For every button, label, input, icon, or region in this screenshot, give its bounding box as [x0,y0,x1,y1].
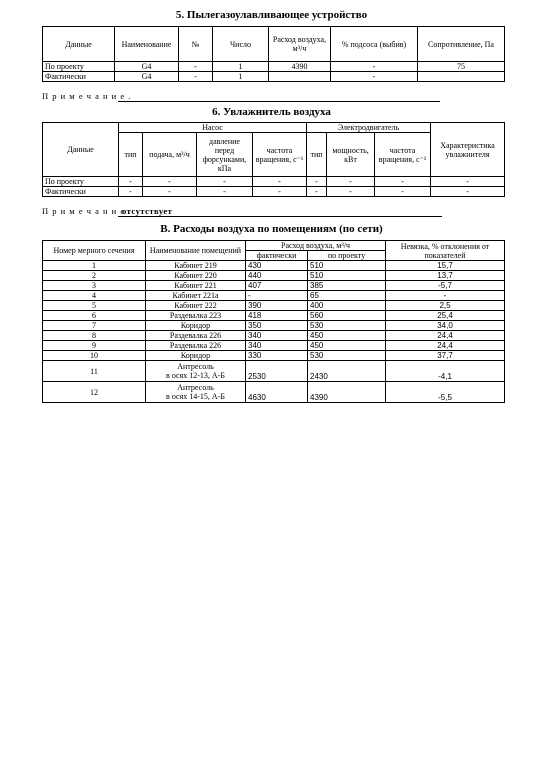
table-row [43,361,505,382]
cell-deviation: -5,7 [386,281,505,291]
header-motor: Электродвигатель [307,123,431,133]
header-actual: фактически [246,251,308,261]
cell-actual: 4630 [246,382,308,403]
cell-number: 9 [43,341,146,351]
cell-actual: 350 [246,321,308,331]
cell-project: 530 [308,351,386,361]
cell: - [327,177,375,187]
cell: - [307,187,327,197]
cell-deviation: 24,4 [386,341,505,351]
cell: - [331,72,418,82]
cell-actual: 340 [246,331,308,341]
cell-room-name: Кабинет 222 [146,301,246,311]
header-motor-type: тип [307,133,327,177]
header-airflow: Расход воздуха, м³/ч [269,27,331,62]
section6-note-value: отсутствует [122,206,173,216]
cell-room-name: Коридор [146,351,246,361]
cell-deviation: - [386,291,505,301]
cell-project: 450 [308,331,386,341]
sectionB-title: В. Расходы воздуха по помещениям (по сети) [160,223,383,235]
row-label: По проекту [43,177,119,187]
dust-collector-table [42,26,505,82]
table-row [43,301,505,311]
cell-project: 560 [308,311,386,321]
header-project: по проекту [308,251,386,261]
cell: - [327,187,375,197]
cell: - [143,177,197,187]
header-pump-type: тип [119,133,143,177]
header-airflow: Расход воздуха, м³/ч [246,241,386,251]
header-room-name: Наименование помещений [146,241,246,261]
cell-room-name: Раздевалка 223 [146,311,246,321]
cell-room-name: Раздевалка 226 [146,341,246,351]
header-pump: Насос [119,123,307,133]
cell-number: 1 [43,261,146,271]
room-name-line2: в осях 12-13, А-Б [166,371,225,380]
table-row [43,341,505,351]
cell [418,72,505,82]
cell-number: 3 [43,281,146,291]
table-row [43,331,505,341]
cell: - [375,187,431,197]
cell-project: 2430 [308,361,386,382]
cell-actual: 407 [246,281,308,291]
header-number: № [179,27,213,62]
section6-note-label: П р и м е ч а н и е . [42,206,132,216]
table-header-row [43,241,505,251]
table-row [43,271,505,281]
cell: 1 [213,62,269,72]
section6-title: 6. Увлажнитель воздуха [212,106,331,118]
cell-actual: 418 [246,311,308,321]
cell-number: 7 [43,321,146,331]
table-row [43,177,505,187]
airflow-table [42,240,505,403]
table-row [43,261,505,271]
cell: - [253,177,307,187]
section5-note-label: П р и м е ч а н и е . [42,91,132,101]
cell-deviation: 2,5 [386,301,505,311]
cell-project: 530 [308,321,386,331]
table-row [43,321,505,331]
cell-project: 65 [308,291,386,301]
cell-number: 12 [43,382,146,403]
cell-actual: 390 [246,301,308,311]
section6-note-line [118,216,442,217]
cell-number: 5 [43,301,146,311]
cell-project: 510 [308,271,386,281]
cell [269,72,331,82]
section5-title: 5. Пылегазоулавливающее устройство [175,9,368,21]
cell: - [253,187,307,197]
cell-actual: 340 [246,341,308,351]
cell-deviation: 15,7 [386,261,505,271]
cell: - [375,177,431,187]
cell-room-name [146,361,246,382]
cell-room-name [146,382,246,403]
header-pump-speed: частота вращения, с⁻¹ [253,133,307,177]
cell: 75 [418,62,505,72]
cell: - [119,177,143,187]
cell-project: 4390 [308,382,386,403]
table-row [43,351,505,361]
table-row [43,62,505,72]
cell: G4 [115,72,179,82]
cell: 4390 [269,62,331,72]
cell-number: 2 [43,271,146,281]
cell-room-name: Раздевалка 226 [146,331,246,341]
cell-project: 450 [308,341,386,351]
table-row [43,281,505,291]
cell-room-name: Кабинет 220 [146,271,246,281]
row-label: Фактически [43,187,119,197]
room-name-line1: Антресоль [177,362,214,371]
cell-project: 385 [308,281,386,291]
table-row [43,382,505,403]
header-resistance: Сопротивление, Па [418,27,505,62]
cell-deviation: 25,4 [386,311,505,321]
humidifier-table [42,122,505,197]
header-pump-pressure: давление перед форсунками, кПа [197,133,253,177]
cell: - [307,177,327,187]
room-name-line1: Антресоль [177,383,214,392]
cell: - [197,187,253,197]
header-motor-power: мощность, кВт [327,133,375,177]
header-count: Число [213,27,269,62]
room-name-line2: в осях 14-15, А-Б [166,392,225,401]
cell: - [119,187,143,197]
cell-deviation: 24,4 [386,331,505,341]
cell-room-name: Кабинет 221а [146,291,246,301]
table-header-row [43,27,505,62]
row-label: По проекту [43,62,115,72]
cell-room-name: Кабинет 219 [146,261,246,271]
header-data: Данные [43,123,119,177]
cell-deviation: -4,1 [386,361,505,382]
cell-deviation: -5,5 [386,382,505,403]
cell-deviation: 37,7 [386,351,505,361]
cell-room-name: Коридор [146,321,246,331]
header-deviation: Невязка, % отклонения от показателей [386,241,505,261]
cell-project: 400 [308,301,386,311]
cell-actual: 2530 [246,361,308,382]
table-row [43,291,505,301]
cell-deviation: 34,0 [386,321,505,331]
cell-room-name: Кабинет 221 [146,281,246,291]
header-name: Наименование [115,27,179,62]
header-characteristic: Характеристика увлажнителя [431,123,505,177]
cell-number: 4 [43,291,146,301]
cell-actual: 430 [246,261,308,271]
table-header-row [43,123,505,133]
header-leakage: % подсоса (выбив) [331,27,418,62]
cell: - [197,177,253,187]
cell: - [143,187,197,197]
header-section-number: Номер мерного сечения [43,241,146,261]
cell: - [179,72,213,82]
cell: G4 [115,62,179,72]
cell-actual: - [246,291,308,301]
header-pump-flow: подача, м³/ч [143,133,197,177]
table-row [43,72,505,82]
cell-deviation: 13,7 [386,271,505,281]
cell-number: 6 [43,311,146,321]
header-data: Данные [43,27,115,62]
header-motor-speed: частота вращения, с⁻¹ [375,133,431,177]
table-row [43,311,505,321]
cell-actual: 330 [246,351,308,361]
cell-project: 510 [308,261,386,271]
cell-number: 11 [43,361,146,382]
cell-number: 8 [43,331,146,341]
cell-number: 10 [43,351,146,361]
table-row [43,187,505,197]
cell-actual: 440 [246,271,308,281]
row-label: Фактически [43,72,115,82]
cell: 1 [213,72,269,82]
cell: - [431,177,505,187]
section5-note-line [118,101,440,102]
cell: - [179,62,213,72]
cell: - [331,62,418,72]
cell: - [431,187,505,197]
